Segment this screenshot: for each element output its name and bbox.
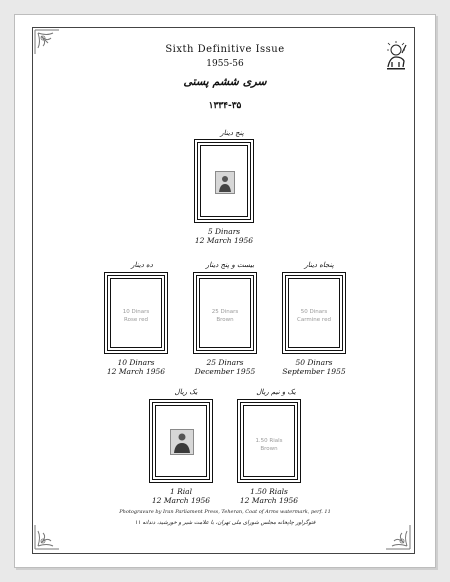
stamp-caption-5-dinars xyxy=(179,227,269,245)
stamp-denomination: 10 Dinars xyxy=(117,358,155,367)
printing-note-persian: فتوگراور چاپخانه مجلس شورای ملی تهران، با علامت شیر و خورشید، دندانه ۱۱ xyxy=(134,520,316,526)
stamp-image-portrait xyxy=(170,429,194,455)
printing-note: Photogravure by Iran Parliament Press, Teheran, Coat of Arms watermark, perf. 11 xyxy=(119,509,331,515)
stamp-slot-description: 10 Dinars Rose red xyxy=(122,309,150,323)
denomination-persian: پنج دینار xyxy=(220,129,244,137)
stamp-slot-description: 1.50 Rials Brown xyxy=(255,438,283,452)
stamp-denomination: 5 Dinars xyxy=(207,227,241,236)
stamp-caption-1-50-rials xyxy=(224,487,314,505)
stamp-denomination: 1 Rial xyxy=(169,487,193,496)
stamp-denomination: 25 Dinars xyxy=(206,358,244,367)
denomination-persian: یک و نیم ریال xyxy=(256,388,296,396)
stamp-denomination: 50 Dinars xyxy=(295,358,333,367)
stamp-issue-date: 12 March 1956 xyxy=(151,496,211,505)
corner-ornament-icon xyxy=(33,523,61,551)
stamp-mount-50-dinars xyxy=(282,272,346,354)
stamp-mount-1-rial xyxy=(149,399,213,483)
stamp-caption-50-dinars xyxy=(269,358,359,376)
stamp-mount-10-dinars xyxy=(104,272,168,354)
denomination-persian: پنجاه دینار xyxy=(304,261,334,269)
stamp-issue-date: 12 March 1956 xyxy=(194,236,254,245)
stamp-issue-date: December 1955 xyxy=(194,367,256,376)
issue-years: 1955-56 xyxy=(206,59,244,69)
stamp-mount-1-50-rials xyxy=(237,399,301,483)
stamp-mount-5-dinars xyxy=(194,139,254,223)
stamp-image-portrait xyxy=(215,171,235,194)
denomination-persian: یک ریال xyxy=(174,388,198,396)
stamp-slot-description: 50 Dinars Carmine red xyxy=(297,309,331,323)
denomination-persian: بیست و پنج دینار xyxy=(205,261,255,269)
denomination-persian: ده دینار xyxy=(131,261,153,269)
stamp-caption-1-rial xyxy=(136,487,226,505)
issue-years-persian: ۱۳۳۴-۳۵ xyxy=(208,101,242,111)
page-title: Sixth Definitive Issue xyxy=(165,44,285,55)
stamp-issue-date: September 1955 xyxy=(282,367,346,376)
stamp-issue-date: 12 March 1956 xyxy=(239,496,299,505)
stamp-issue-date: 12 March 1956 xyxy=(106,367,166,376)
page-title-persian: سری ششم پستی xyxy=(183,75,267,88)
stamp-caption-10-dinars xyxy=(91,358,181,376)
stamp-slot-description: 25 Dinars Brown xyxy=(211,309,239,323)
stamp-caption-25-dinars xyxy=(180,358,270,376)
album-page xyxy=(14,14,436,568)
stamp-denomination: 1.50 Rials xyxy=(250,487,288,496)
stamp-mount-25-dinars xyxy=(193,272,257,354)
corner-ornament-icon xyxy=(384,523,412,551)
